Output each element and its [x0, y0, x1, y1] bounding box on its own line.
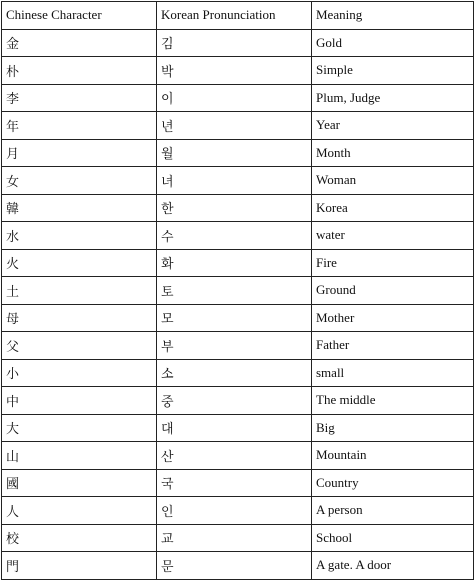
meaning-cell: Gold	[312, 29, 474, 57]
chinese-character-cell: 朴	[2, 57, 157, 85]
table-row	[2, 194, 474, 222]
meaning-cell: Year	[312, 112, 474, 140]
table-row	[2, 84, 474, 112]
meaning-cell: Korea	[312, 194, 474, 222]
meaning-cell: Mother	[312, 304, 474, 332]
chinese-character-cell: 年	[2, 112, 157, 140]
table-row	[2, 359, 474, 387]
chinese-character-cell: 水	[2, 222, 157, 250]
meaning-cell: A gate. A door	[312, 552, 474, 580]
table-body	[2, 29, 474, 579]
chinese-character-cell: 李	[2, 84, 157, 112]
table-row	[2, 139, 474, 167]
chinese-character-cell: 月	[2, 139, 157, 167]
korean-pronunciation-cell: 산	[157, 442, 312, 470]
korean-pronunciation-cell: 월	[157, 139, 312, 167]
table-row	[2, 524, 474, 552]
meaning-cell: Simple	[312, 57, 474, 85]
meaning-cell: Father	[312, 332, 474, 360]
chinese-character-cell: 父	[2, 332, 157, 360]
header-korean-pronunciation: Korean Pronunciation	[157, 2, 312, 30]
korean-pronunciation-cell: 부	[157, 332, 312, 360]
table-row	[2, 277, 474, 305]
chinese-character-cell: 人	[2, 497, 157, 525]
korean-pronunciation-cell: 년	[157, 112, 312, 140]
header-meaning: Meaning	[312, 2, 474, 30]
vocabulary-table	[1, 1, 474, 580]
korean-pronunciation-cell: 토	[157, 277, 312, 305]
meaning-cell: School	[312, 524, 474, 552]
meaning-cell: Country	[312, 469, 474, 497]
meaning-cell: Woman	[312, 167, 474, 195]
chinese-character-cell: 大	[2, 414, 157, 442]
table-row	[2, 249, 474, 277]
table-header-row	[2, 2, 474, 30]
header-chinese-character: Chinese Character	[2, 2, 157, 30]
table-row	[2, 167, 474, 195]
korean-pronunciation-cell: 한	[157, 194, 312, 222]
meaning-cell: Ground	[312, 277, 474, 305]
korean-pronunciation-cell: 녀	[157, 167, 312, 195]
korean-pronunciation-cell: 화	[157, 249, 312, 277]
korean-pronunciation-cell: 문	[157, 552, 312, 580]
table-row	[2, 304, 474, 332]
korean-pronunciation-cell: 국	[157, 469, 312, 497]
chinese-character-cell: 火	[2, 249, 157, 277]
meaning-cell: small	[312, 359, 474, 387]
korean-pronunciation-cell: 박	[157, 57, 312, 85]
table-row	[2, 497, 474, 525]
table-row	[2, 552, 474, 580]
korean-pronunciation-cell: 소	[157, 359, 312, 387]
table-row	[2, 29, 474, 57]
chinese-character-cell: 土	[2, 277, 157, 305]
meaning-cell: Plum, Judge	[312, 84, 474, 112]
korean-pronunciation-cell: 모	[157, 304, 312, 332]
chinese-character-cell: 國	[2, 469, 157, 497]
table-row	[2, 442, 474, 470]
chinese-character-cell: 母	[2, 304, 157, 332]
korean-pronunciation-cell: 교	[157, 524, 312, 552]
korean-pronunciation-cell: 대	[157, 414, 312, 442]
table-row	[2, 414, 474, 442]
chinese-character-cell: 金	[2, 29, 157, 57]
table-row	[2, 387, 474, 415]
korean-pronunciation-cell: 이	[157, 84, 312, 112]
meaning-cell: Mountain	[312, 442, 474, 470]
meaning-cell: Fire	[312, 249, 474, 277]
chinese-character-cell: 小	[2, 359, 157, 387]
meaning-cell: The middle	[312, 387, 474, 415]
korean-pronunciation-cell: 수	[157, 222, 312, 250]
chinese-character-cell: 韓	[2, 194, 157, 222]
table-row	[2, 112, 474, 140]
meaning-cell: Month	[312, 139, 474, 167]
korean-pronunciation-cell: 김	[157, 29, 312, 57]
table-row	[2, 332, 474, 360]
korean-pronunciation-cell: 중	[157, 387, 312, 415]
meaning-cell: water	[312, 222, 474, 250]
chinese-character-cell: 山	[2, 442, 157, 470]
chinese-character-cell: 校	[2, 524, 157, 552]
chinese-character-cell: 中	[2, 387, 157, 415]
korean-pronunciation-cell: 인	[157, 497, 312, 525]
table-row	[2, 57, 474, 85]
table-row	[2, 469, 474, 497]
chinese-character-cell: 門	[2, 552, 157, 580]
meaning-cell: Big	[312, 414, 474, 442]
table-row	[2, 222, 474, 250]
chinese-character-cell: 女	[2, 167, 157, 195]
meaning-cell: A person	[312, 497, 474, 525]
